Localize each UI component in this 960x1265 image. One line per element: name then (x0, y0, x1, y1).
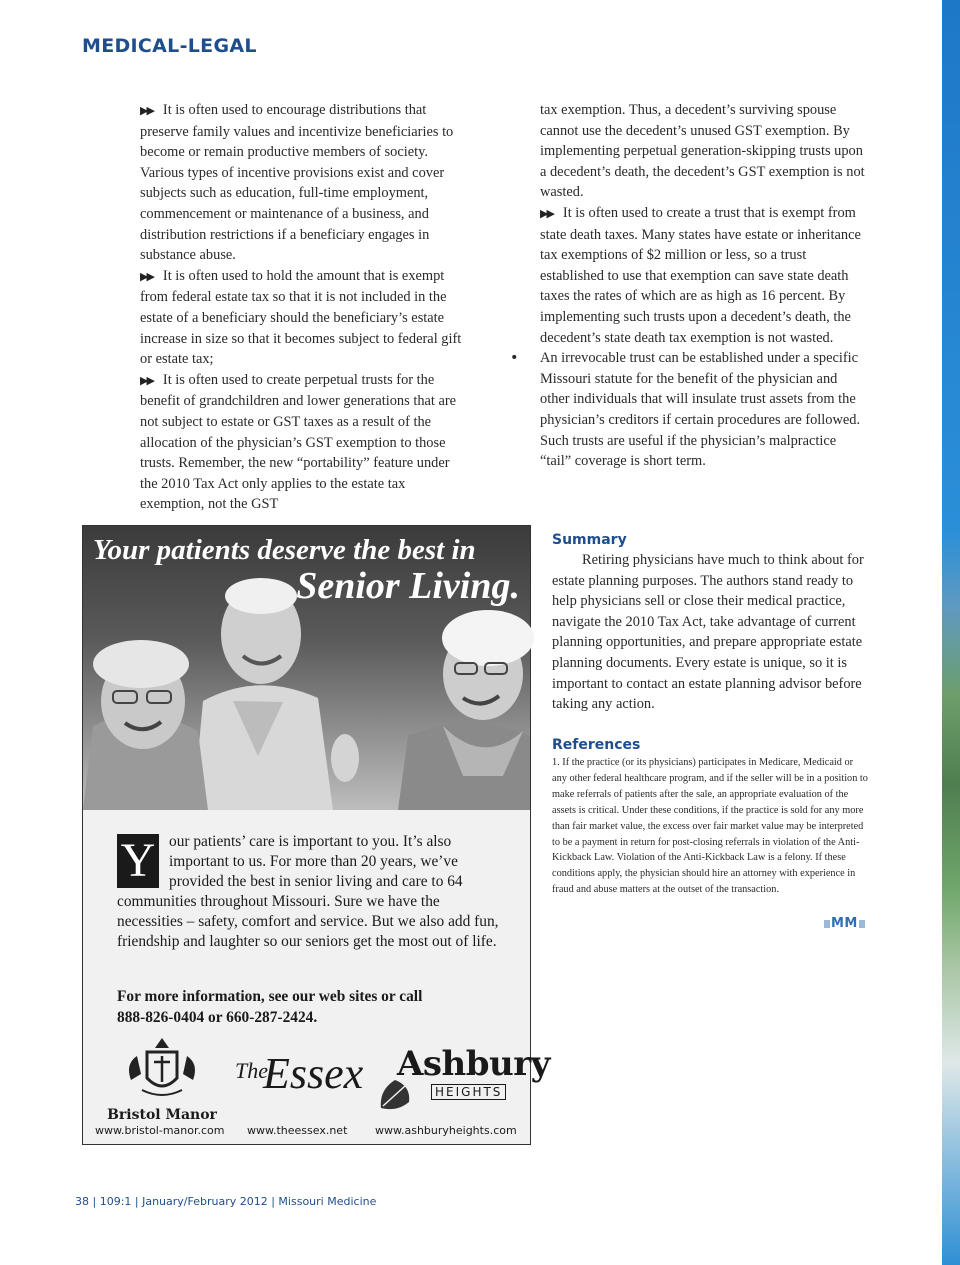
summary-section (552, 532, 868, 715)
bristol-manor-url[interactable]: www.bristol-manor.com (95, 1124, 225, 1137)
ad-photo-seniors (83, 526, 530, 810)
double-triangle-bullet-icon: ▶▶ (140, 269, 153, 283)
ad-body-text: our patients’ care is important to you. It’s also important to us. For more than 20 years, we’ve provided the best in senior living and care to 64 communities throughout Missouri. Sure we have the necessities – safety, comfort and service. But we also add fun, friendship and laughter so our seniors get the most out of life. (117, 833, 499, 950)
left-column (140, 100, 470, 515)
end-mark-text: MM (831, 916, 858, 931)
essex-the-text: The (235, 1058, 268, 1083)
list-item-text: It is often used to create a trust that is exempt from state death taxes. Many states have estate or inheritance tax exemptions of $2 million or less, so a trust established to use that exemption can save state death taxes the rates of which are as high as 16 percent. By implementing such trusts upon a decedent’s death, the decedent’s state death tax exemption is not wasted. (540, 204, 861, 346)
ashbury-heights-url[interactable]: www.ashburyheights.com (375, 1124, 517, 1137)
section-title: MEDICAL-LEGAL (82, 35, 257, 57)
list-item-text: An irrevocable trust can be established under a specific Missouri statute for the benefit of the physician and other individuals that will insulate trust assets from the physician’s creditors if certain procedures are followed. Such trusts are useful if the physician’s malpractice “tail” coverage is short term. (540, 350, 861, 470)
page-footer: 38 | 109:1 | January/February 2012 | Missouri Medicine (75, 1195, 377, 1208)
end-mark-bar-icon (859, 920, 865, 928)
list-item (140, 266, 470, 370)
double-triangle-bullet-icon: ▶▶ (140, 104, 153, 117)
double-triangle-bullet-icon: ▶▶ (540, 206, 553, 220)
ad-contact (117, 986, 507, 1028)
references-section (552, 737, 868, 898)
essex-name-text: Essex (263, 1049, 364, 1098)
end-mark-bar-icon (824, 920, 830, 928)
list-item (540, 203, 865, 348)
reference-item: 1. If the practice (or its physicians) participates in Medicare, Medicaid or any other federal healthcare program, and if the seller will be in a position to make referrals of patients after the sale, an appropriate evaluation of the assets is critical. Under these conditions, if the practice is sold for any more than fair market value, the excess over fair market value may be interpreted to be a payment in return for post-closing referrals in violation of the Anti-Kickback Law. Violation of the Anti-Kickback Law is a felony. If these conditions apply, the physician should hire an attorney with experience in fraud and abuse matters at the outset of the transaction. (552, 757, 868, 896)
paragraph-continuation: tax exemption. Thus, a decedent’s surviving spouse cannot use the decedent’s unused GST exemption. By implementing perpetual generation-skipping trusts upon a decedent’s death, the decedent’s GST exemption is not wasted. (540, 102, 865, 201)
ad-headline-line2: Senior Living. (296, 565, 520, 607)
list-item (140, 370, 470, 515)
decorative-sidebar-strip (942, 0, 960, 1265)
ashbury-name-text: Ashbury (397, 1044, 550, 1084)
bristol-manor-logo (107, 1034, 217, 1126)
ad-contact-phones: 888-826-0404 or 660-287-2424. (117, 1009, 318, 1026)
list-item-text: It is often used to create perpetual trusts for the benefit of grandchildren and lower generations that are not subject to estate or GST taxes as a result of the allocation of the physician’s GST exemption to those trusts. Remember, the new “portability” feature under the 2010 Tax Act only applies to the estate tax exemption, not the GST (140, 371, 457, 513)
list-item-text: It is often used to hold the amount that is exempt from federal estate tax so that it is not included in the estate of a beneficiary should the beneficiary’s estate increase in size so that it becomes subject to federal gift or estate tax; (140, 267, 462, 368)
right-column (510, 100, 865, 472)
crest-icon (107, 1034, 217, 1102)
ad-body (117, 832, 507, 952)
references-heading: References (552, 737, 641, 753)
ad-headline-line1: Your patients deserve the best in (93, 534, 476, 566)
the-essex-url[interactable]: www.theessex.net (247, 1124, 348, 1137)
list-item (510, 348, 865, 472)
heights-text: HEIGHTS (431, 1084, 506, 1100)
summary-text: Retiring physicians have much to think about for estate planning purposes. The authors stand ready to help physicians sell or close their medical practice, navigate the 2010 Tax Act, take advantage of current planning opportunities, and prepare appropriate estate planning documents. Every estate is unique, so it is important to contact an estate planning advisor before taking any action. (552, 552, 864, 713)
the-essex-logo (233, 1034, 364, 1126)
summary-heading: Summary (552, 532, 627, 548)
bristol-manor-name: Bristol Manor (107, 1107, 217, 1123)
senior-living-advertisement (82, 525, 550, 1145)
bullet-dot-icon: • (510, 350, 519, 367)
end-mark (823, 916, 866, 931)
list-item-text: It is often used to encourage distributions that preserve family values and incentivize beneficiaries to become or remain productive members of society. Various types of incentive provisions exist and cover subjects such as education, full-time employment, commencement or maintenance of a business, and distribution restrictions if a beneficiary engages in substance abuse. (140, 102, 454, 264)
ashbury-heights-logo (373, 1034, 550, 1126)
list-item (140, 100, 470, 266)
ad-dropcap: Y (117, 834, 159, 888)
ad-contact-line1: For more information, see our web sites or call (117, 988, 423, 1005)
double-triangle-bullet-icon: ▶▶ (140, 373, 153, 387)
